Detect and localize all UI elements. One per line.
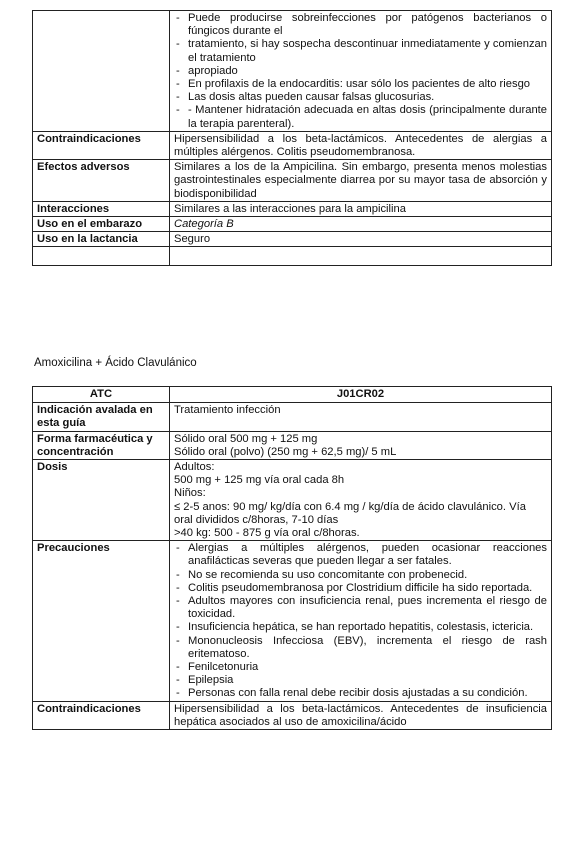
table-row — [33, 217, 552, 232]
text-line: 500 mg + 125 mg vía oral cada 8h — [174, 474, 345, 487]
empty-label-cell — [33, 11, 170, 132]
text-line: >40 kg: 500 - 875 g vía oral c/8horas. — [174, 527, 360, 540]
empty-cell — [33, 247, 170, 266]
header-code: J01CR02 — [170, 387, 552, 403]
list-item: - Adultos mayores con insuficiencia renal, pues incrementa el riesgo de toxicidad. — [174, 595, 547, 621]
list-item: - Puede producirse sobreinfecciones por patógenos bacterianos o fúngicos durante el — [174, 12, 547, 38]
text-line: Niños: — [174, 487, 206, 500]
table-row — [33, 160, 552, 202]
row-label: Dosis — [33, 460, 170, 541]
amoxicilina-table-continued — [32, 10, 552, 266]
list-item: - Alergias a múltiples alérgenos, pueden ocasionar reacciones anafilácticas severas que pueden llegar a ser fatales. — [174, 542, 547, 568]
table-row — [33, 403, 552, 431]
precautions-cont-cell — [170, 11, 552, 132]
row-value: Hipersensibilidad a los beta-lactámicos. Antecedentes de alergias a múltiples alérgenos. Colitis pseudomembranosa. — [170, 131, 552, 159]
list-item: - Personas con falla renal debe recibir dosis ajustadas a su condición. — [174, 687, 547, 700]
row-value — [170, 460, 552, 541]
precautions-list — [174, 12, 547, 131]
row-label: Contraindicaciones — [33, 701, 170, 729]
precautions-list — [174, 542, 547, 700]
list-item: - tratamiento, si hay sospecha descontinuar inmediatamente y comienzan el tratamiento — [174, 38, 547, 64]
row-label: Indicación avalada en esta guía — [33, 403, 170, 431]
empty-cell — [170, 247, 552, 266]
row-value: Similares a los de la Ampicilina. Sin embargo, presenta menos molestias gastrointestinales especialmente diarrea por su mayor tasa de absorción y biodisponibilidad — [170, 160, 552, 202]
section-title: Amoxicilina + Ácido Clavulánico — [34, 357, 197, 369]
table-row — [33, 131, 552, 159]
text-line: Sólido oral 500 mg + 125 mg — [174, 432, 318, 445]
amoxicilina-clavulanico-table — [32, 386, 552, 730]
row-value: Seguro — [170, 232, 552, 247]
list-item: - Fenilcetonuria — [174, 661, 547, 674]
table-row — [33, 11, 552, 132]
list-item: - Mononucleosis Infecciosa (EBV), incrementa el riesgo de rash eritematoso. — [174, 635, 547, 661]
row-label: Precauciones — [33, 541, 170, 701]
text-line: Sólido oral (polvo) (250 mg + 62,5 mg)/ 5 mL — [174, 445, 397, 458]
row-label: Efectos adversos — [33, 160, 170, 202]
list-item: - Epilepsia — [174, 674, 547, 687]
list-item: - Colitis pseudomembranosa por Clostridium difficile ha sido reportada. — [174, 582, 547, 595]
list-item: - En profilaxis de la endocarditis: usar sólo los pacientes de alto riesgo — [174, 78, 547, 91]
list-item: - No se recomienda su uso concomitante con probenecid. — [174, 569, 547, 582]
list-item: - apropiado — [174, 65, 547, 78]
row-value — [170, 541, 552, 701]
table-row — [33, 460, 552, 541]
text-line: ≤ 2-5 anos: 90 mg/ kg/día con 6.4 mg / kg/día de ácido clavulánico. Vía oral divididos c/8horas, 7-10 días — [174, 500, 526, 526]
table-row — [33, 431, 552, 459]
row-label: Uso en el embarazo — [33, 217, 170, 232]
list-item: - Las dosis altas pueden causar falsas glucosurias. — [174, 91, 547, 104]
table-row — [33, 701, 552, 729]
row-label: Uso en la lactancia — [33, 232, 170, 247]
row-value: Categoría B — [170, 217, 552, 232]
row-value: Hipersensibilidad a los beta-lactámicos. Antecedentes de insuficiencia hepática asociados al uso de amoxicilina/ácido — [170, 701, 552, 729]
header-atc: ATC — [33, 387, 170, 403]
row-value — [170, 431, 552, 459]
table-row — [33, 232, 552, 247]
list-item: - - Mantener hidratación adecuada en altas dosis (principalmente durante la terapia parenteral). — [174, 104, 547, 130]
row-label: Forma farmacéutica y concentración — [33, 431, 170, 459]
list-item: - Insuficiencia hepática, se han reportado hepatitis, colestasis, ictericia. — [174, 621, 547, 634]
text-line: Adultos: — [174, 461, 215, 474]
table-row — [33, 247, 552, 266]
table-header-row — [33, 387, 552, 403]
row-value: Tratamiento infección — [170, 403, 552, 431]
table-row — [33, 541, 552, 701]
row-label: Interacciones — [33, 201, 170, 216]
row-label: Contraindicaciones — [33, 131, 170, 159]
row-value: Similares a las interacciones para la ampicilina — [170, 201, 552, 216]
table-row — [33, 201, 552, 216]
